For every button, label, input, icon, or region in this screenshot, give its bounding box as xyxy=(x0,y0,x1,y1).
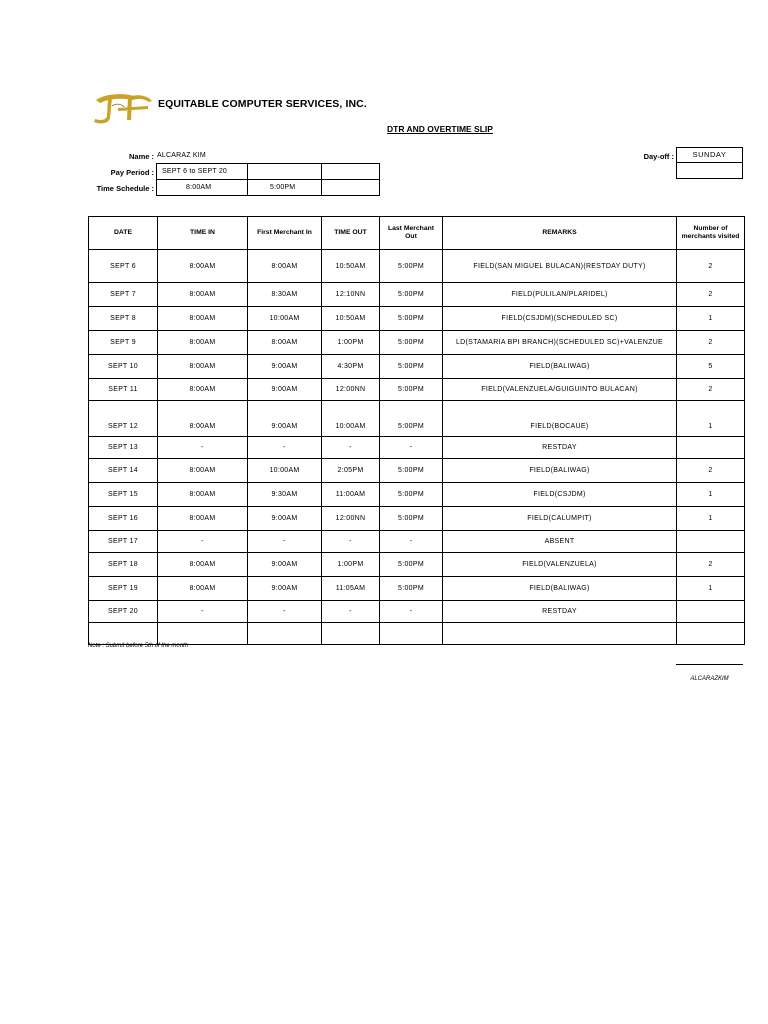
remarks-cell: FIELD(BALIWAG) xyxy=(443,355,677,379)
first-merchant-in-cell: 9:00AM xyxy=(248,379,322,401)
merchants-visited-cell: 2 xyxy=(677,331,745,355)
last-merchant-out-cell: 5:00PM xyxy=(380,483,443,507)
merchants-visited-cell: 1 xyxy=(677,307,745,331)
schedule-time-in: 8:00AM xyxy=(186,184,212,191)
time-in-cell: 8:00AM xyxy=(158,459,248,483)
time-in-cell: - xyxy=(158,437,248,459)
date-cell: SEPT 8 xyxy=(89,307,158,331)
last-merchant-out-cell: - xyxy=(380,531,443,553)
first-merchant-in-cell: 10:00AM xyxy=(248,307,322,331)
last-merchant-out-cell: 5:00PM xyxy=(380,331,443,355)
merchants-visited-cell: 1 xyxy=(677,507,745,531)
remarks-cell: FIELD(SAN MIGUEL BULACAN)(RESTDAY DUTY) xyxy=(443,250,677,283)
table-row xyxy=(89,401,745,437)
time-out-cell: 10:50AM xyxy=(322,250,380,283)
last-merchant-out-cell: 5:00PM xyxy=(380,283,443,307)
dayoff-label: Day-off : xyxy=(643,152,674,161)
remarks-cell: FIELD(PULILAN/PLARIDEL) xyxy=(443,283,677,307)
first-merchant-in-cell: 9:30AM xyxy=(248,483,322,507)
time-out-cell: 10:50AM xyxy=(322,307,380,331)
time-out-cell: 4:30PM xyxy=(322,355,380,379)
date-cell: SEPT 11 xyxy=(89,379,158,401)
date-cell: SEPT 7 xyxy=(89,283,158,307)
merchants-visited-cell: 2 xyxy=(677,283,745,307)
name-underline xyxy=(156,163,380,164)
remarks-cell: RESTDAY xyxy=(443,437,677,459)
signature-name: ALCARAZKIM xyxy=(690,676,729,682)
date-cell: SEPT 6 xyxy=(89,250,158,283)
last-merchant-out-cell: 5:00PM xyxy=(380,307,443,331)
date-cell: SEPT 20 xyxy=(89,601,158,623)
time-out-cell: 11:05AM xyxy=(322,577,380,601)
remarks-cell: FIELD(BALIWAG) xyxy=(443,459,677,483)
merchants-visited-cell xyxy=(677,601,745,623)
name-value: ALCARAZ KIM xyxy=(157,152,206,159)
col-header-time-in: TIME IN xyxy=(158,217,248,250)
date-cell: SEPT 16 xyxy=(89,507,158,531)
first-merchant-in-cell: - xyxy=(248,531,322,553)
info-divider xyxy=(156,163,157,195)
first-merchant-in-cell: 9:00AM xyxy=(248,577,322,601)
merchants-visited-cell: 5 xyxy=(677,355,745,379)
time-out-cell: 11:00AM xyxy=(322,483,380,507)
date-cell: SEPT 18 xyxy=(89,553,158,577)
table-row xyxy=(89,623,745,645)
time-out-cell: - xyxy=(322,531,380,553)
table-row xyxy=(89,507,745,531)
first-merchant-in-cell: 8:00AM xyxy=(248,331,322,355)
info-divider xyxy=(379,163,380,195)
table-row xyxy=(89,331,745,355)
last-merchant-out-cell: 5:00PM xyxy=(380,379,443,401)
first-merchant-in-cell: 10:00AM xyxy=(248,459,322,483)
merchants-visited-cell: 1 xyxy=(677,577,745,601)
remarks-cell: FIELD(CSJDM) xyxy=(443,483,677,507)
merchants-visited-cell xyxy=(677,623,745,645)
name-label: Name : xyxy=(128,152,154,161)
company-logo-icon xyxy=(88,92,154,126)
time-in-cell: 8:00AM xyxy=(158,577,248,601)
time-schedule-underline xyxy=(156,195,380,196)
dayoff-box xyxy=(676,147,743,163)
last-merchant-out-cell: 5:00PM xyxy=(380,459,443,483)
col-header-time-out: TIME OUT xyxy=(322,217,380,250)
col-header-first-merchant-in: First Merchant In xyxy=(248,217,322,250)
time-out-cell: 1:00PM xyxy=(322,553,380,577)
time-in-cell: 8:00AM xyxy=(158,483,248,507)
date-cell: SEPT 12 xyxy=(89,401,158,437)
dtr-table xyxy=(88,216,745,645)
merchants-visited-cell: 2 xyxy=(677,459,745,483)
submission-note: Note : Submit before 5th of the month xyxy=(88,643,189,649)
first-merchant-in-cell: 8:30AM xyxy=(248,283,322,307)
date-cell: SEPT 9 xyxy=(89,331,158,355)
remarks-cell: FIELD(BOCAUE) xyxy=(443,401,677,437)
col-header-merchants-visited: Number of merchants visited xyxy=(677,217,745,250)
table-row xyxy=(89,531,745,553)
time-out-cell: 10:00AM xyxy=(322,401,380,437)
table-row xyxy=(89,483,745,507)
time-in-cell: 8:00AM xyxy=(158,553,248,577)
remarks-cell xyxy=(443,623,677,645)
remarks-cell: RESTDAY xyxy=(443,601,677,623)
merchants-visited-cell: 2 xyxy=(677,553,745,577)
table-row xyxy=(89,553,745,577)
last-merchant-out-cell: 5:00PM xyxy=(380,250,443,283)
col-header-remarks: REMARKS xyxy=(443,217,677,250)
first-merchant-in-cell: 9:00AM xyxy=(248,507,322,531)
remarks-cell: ABSENT xyxy=(443,531,677,553)
table-row xyxy=(89,577,745,601)
time-out-cell: 12:10NN xyxy=(322,283,380,307)
date-cell: SEPT 15 xyxy=(89,483,158,507)
date-cell: SEPT 19 xyxy=(89,577,158,601)
date-cell: SEPT 17 xyxy=(89,531,158,553)
time-in-cell: 8:00AM xyxy=(158,507,248,531)
date-cell: SEPT 10 xyxy=(89,355,158,379)
table-row xyxy=(89,355,745,379)
table-row xyxy=(89,283,745,307)
first-merchant-in-cell: - xyxy=(248,601,322,623)
table-row xyxy=(89,250,745,283)
remarks-cell: FIELD(CALUMPIT) xyxy=(443,507,677,531)
remarks-cell: FIELD(CSJDM)(SCHEDULED SC) xyxy=(443,307,677,331)
table-row xyxy=(89,437,745,459)
schedule-time-out: 5:00PM xyxy=(270,184,296,191)
time-in-cell: 8:00AM xyxy=(158,250,248,283)
last-merchant-out-cell: 5:00PM xyxy=(380,507,443,531)
date-cell: SEPT 13 xyxy=(89,437,158,459)
table-row xyxy=(89,307,745,331)
remarks-cell: LD(STAMARIA BPI BRANCH)(SCHEDULED SC)+VALENZUE xyxy=(443,331,677,355)
last-merchant-out-cell: 5:00PM xyxy=(380,401,443,437)
last-merchant-out-cell: 5:00PM xyxy=(380,355,443,379)
signature-line xyxy=(676,664,743,665)
date-cell: SEPT 14 xyxy=(89,459,158,483)
document-title: DTR AND OVERTIME SLIP xyxy=(387,124,493,134)
last-merchant-out-cell: - xyxy=(380,437,443,459)
last-merchant-out-cell xyxy=(380,623,443,645)
time-in-cell: - xyxy=(158,531,248,553)
time-out-cell: 12:00NN xyxy=(322,507,380,531)
col-header-date: DATE xyxy=(89,217,158,250)
time-schedule-label: Time Schedule : xyxy=(96,184,154,193)
time-out-cell: - xyxy=(322,601,380,623)
time-out-cell: 1:00PM xyxy=(322,331,380,355)
last-merchant-out-cell: - xyxy=(380,601,443,623)
merchants-visited-cell xyxy=(677,531,745,553)
pay-period-underline xyxy=(156,179,380,180)
first-merchant-in-cell: 9:00AM xyxy=(248,401,322,437)
time-in-cell xyxy=(158,623,248,645)
info-divider xyxy=(321,163,322,195)
first-merchant-in-cell: 9:00AM xyxy=(248,355,322,379)
table-header-row xyxy=(89,217,745,250)
dayoff-value: SUNDAY xyxy=(692,150,727,159)
company-name: EQUITABLE COMPUTER SERVICES, INC. xyxy=(158,98,367,110)
table-row xyxy=(89,459,745,483)
merchants-visited-cell: 1 xyxy=(677,401,745,437)
date-cell xyxy=(89,623,158,645)
first-merchant-in-cell: 9:00AM xyxy=(248,553,322,577)
pay-period-value: SEPT 6 to SEPT 20 xyxy=(162,168,228,175)
time-out-cell: - xyxy=(322,437,380,459)
first-merchant-in-cell: 8:00AM xyxy=(248,250,322,283)
first-merchant-in-cell: - xyxy=(248,437,322,459)
merchants-visited-cell: 2 xyxy=(677,379,745,401)
time-in-cell: 8:00AM xyxy=(158,283,248,307)
time-in-cell: 8:00AM xyxy=(158,379,248,401)
time-in-cell: 8:00AM xyxy=(158,355,248,379)
dayoff-blank-box xyxy=(676,162,743,179)
table-row xyxy=(89,379,745,401)
last-merchant-out-cell: 5:00PM xyxy=(380,577,443,601)
last-merchant-out-cell: 5:00PM xyxy=(380,553,443,577)
time-in-cell: - xyxy=(158,601,248,623)
time-in-cell: 8:00AM xyxy=(158,331,248,355)
time-in-cell: 8:00AM xyxy=(158,401,248,437)
col-header-last-merchant-out: Last Merchant Out xyxy=(380,217,443,250)
time-out-cell: 12:00NN xyxy=(322,379,380,401)
info-divider xyxy=(247,163,248,195)
merchants-visited-cell: 1 xyxy=(677,483,745,507)
time-out-cell: 2:05PM xyxy=(322,459,380,483)
table-row xyxy=(89,601,745,623)
time-in-cell: 8:00AM xyxy=(158,307,248,331)
time-out-cell xyxy=(322,623,380,645)
remarks-cell: FIELD(VALENZUELA/GUIGUINTO BULACAN) xyxy=(443,379,677,401)
merchants-visited-cell xyxy=(677,437,745,459)
first-merchant-in-cell xyxy=(248,623,322,645)
remarks-cell: FIELD(VALENZUELA) xyxy=(443,553,677,577)
remarks-cell: FIELD(BALIWAG) xyxy=(443,577,677,601)
pay-period-label: Pay Period : xyxy=(110,168,154,177)
merchants-visited-cell: 2 xyxy=(677,250,745,283)
